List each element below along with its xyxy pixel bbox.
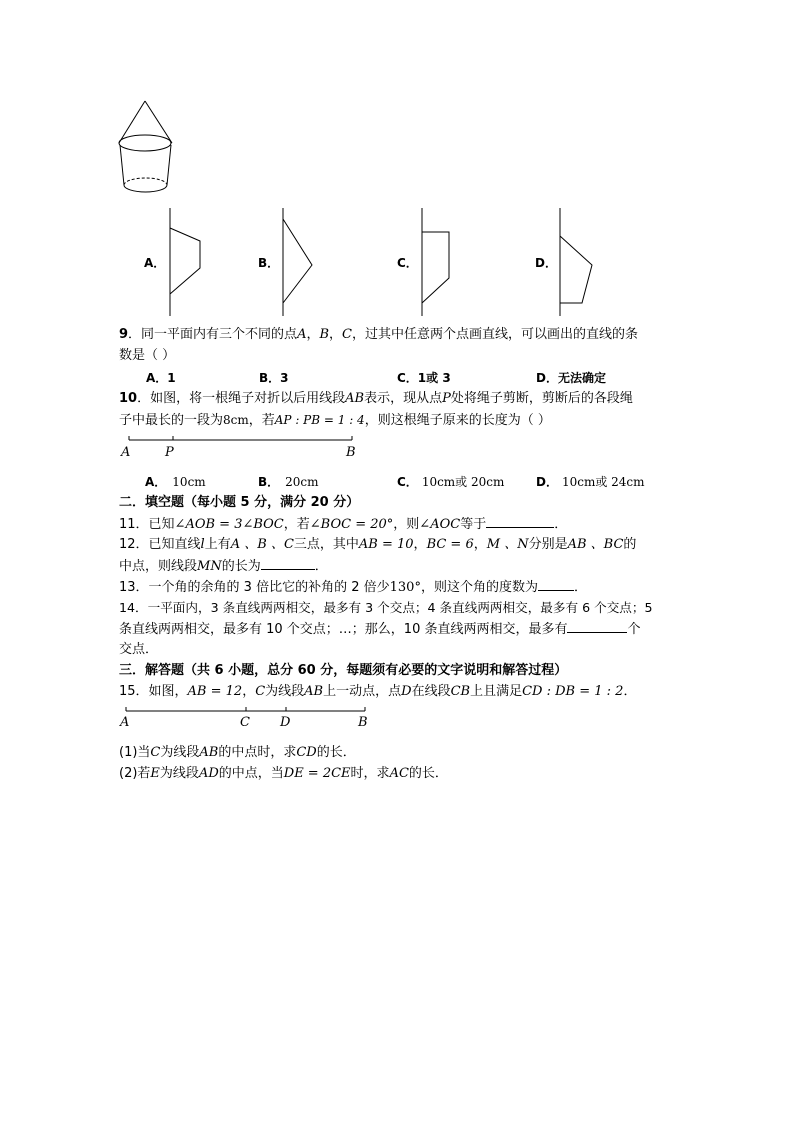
q10-label-a: A xyxy=(121,445,131,460)
q11: 11．已知∠AOB = 3∠BOC，若∠BOC = 20°，则∠AOC等于 ． xyxy=(119,517,568,532)
q9-option-d: D．无法确定 xyxy=(536,371,606,385)
q10-segment-figure xyxy=(129,436,352,440)
q9-line1: 9．同一平面内有三个不同的点A，B，C，过其中任意两个点画直线，可以画出的直线的条 xyxy=(119,327,639,342)
q8-option-d-label: D． xyxy=(535,256,557,270)
option-b-shape xyxy=(283,208,312,316)
q15-label-d: D xyxy=(280,715,291,730)
q15-label-a: A xyxy=(120,715,130,730)
q9-option-a: A．1 xyxy=(146,371,176,385)
q15-label-c: C xyxy=(240,715,250,730)
q14-answer-blank[interactable] xyxy=(567,620,627,633)
q10-option-b: B． 20cm xyxy=(258,475,319,489)
q12-line1: 12．已知直线l上有A 、B 、C三点，其中AB = 10，BC = 6，M 、N分别是AB 、BC的 xyxy=(119,537,637,552)
q15-label-b: B xyxy=(358,715,368,730)
q8-option-c-label: C． xyxy=(397,256,418,270)
q8-option-b-label: B． xyxy=(258,256,280,270)
q15-sub2: (2)若E为线段AD的中点，当DE = 2CE时，求AC的长． xyxy=(119,766,448,781)
q10-option-c: C． 10cm或 20cm xyxy=(397,475,505,489)
q15-segment-figure xyxy=(126,707,365,711)
q10-label-p: P xyxy=(165,445,174,460)
q9-option-c: C．1或 3 xyxy=(397,371,451,385)
section-3-title: 三．解答题（共 6 小题，总分 60 分，每题须有必要的文字说明和解答过程） xyxy=(119,663,568,678)
q10-option-a: A． 10cm xyxy=(145,475,206,489)
q13-answer-blank[interactable] xyxy=(538,578,574,591)
q15-sub1: (1)当C为线段AB的中点时，求CD的长． xyxy=(119,745,356,760)
option-c-shape xyxy=(422,208,449,316)
q10-line2: 子中最长的一段为8cm，若AP : PB = 1 : 4，则这根绳子原来的长度为（ ） xyxy=(119,413,551,428)
q12-answer-blank[interactable] xyxy=(261,557,315,570)
option-a-shape xyxy=(170,208,200,316)
q9-line2: 数是（ ） xyxy=(119,348,176,363)
q10-option-d: D． 10cm或 24cm xyxy=(536,475,645,489)
q14-line2: 条直线两两相交，最多有 10 个交点；…；那么，10 条直线两两相交，最多有 个 xyxy=(119,622,641,637)
q13: 13．一个角的余角的 3 倍比它的补角的 2 倍少130°，则这个角的度数为 ． xyxy=(119,580,587,595)
q11-answer-blank[interactable] xyxy=(486,515,554,528)
q12-line2: 中点，则线段MN的长为 ． xyxy=(119,559,328,574)
q14-line1: 14．一平面内，3 条直线两两相交，最多有 3 个交点；4 条直线两两相交，最多有 6 个交点；5 xyxy=(119,600,653,615)
q10-line1: 10．如图，将一根绳子对折以后用线段AB表示，现从点P处将绳子剪断，剪断后的各段绳 xyxy=(119,391,633,406)
q9-option-b: B．3 xyxy=(259,371,289,385)
section-2-title: 二．填空题（每小题 5 分，满分 20 分） xyxy=(119,495,360,510)
option-d-shape xyxy=(560,208,592,316)
q10-label-b: B xyxy=(346,445,356,460)
q14-line3: 交点． xyxy=(119,642,159,657)
q8-option-a-label: A． xyxy=(144,256,166,270)
q15-line1: 15．如图，AB = 12，C为线段AB上一动点，点D在线段CB上且满足CD : DB = 1 : 2． xyxy=(119,684,637,699)
